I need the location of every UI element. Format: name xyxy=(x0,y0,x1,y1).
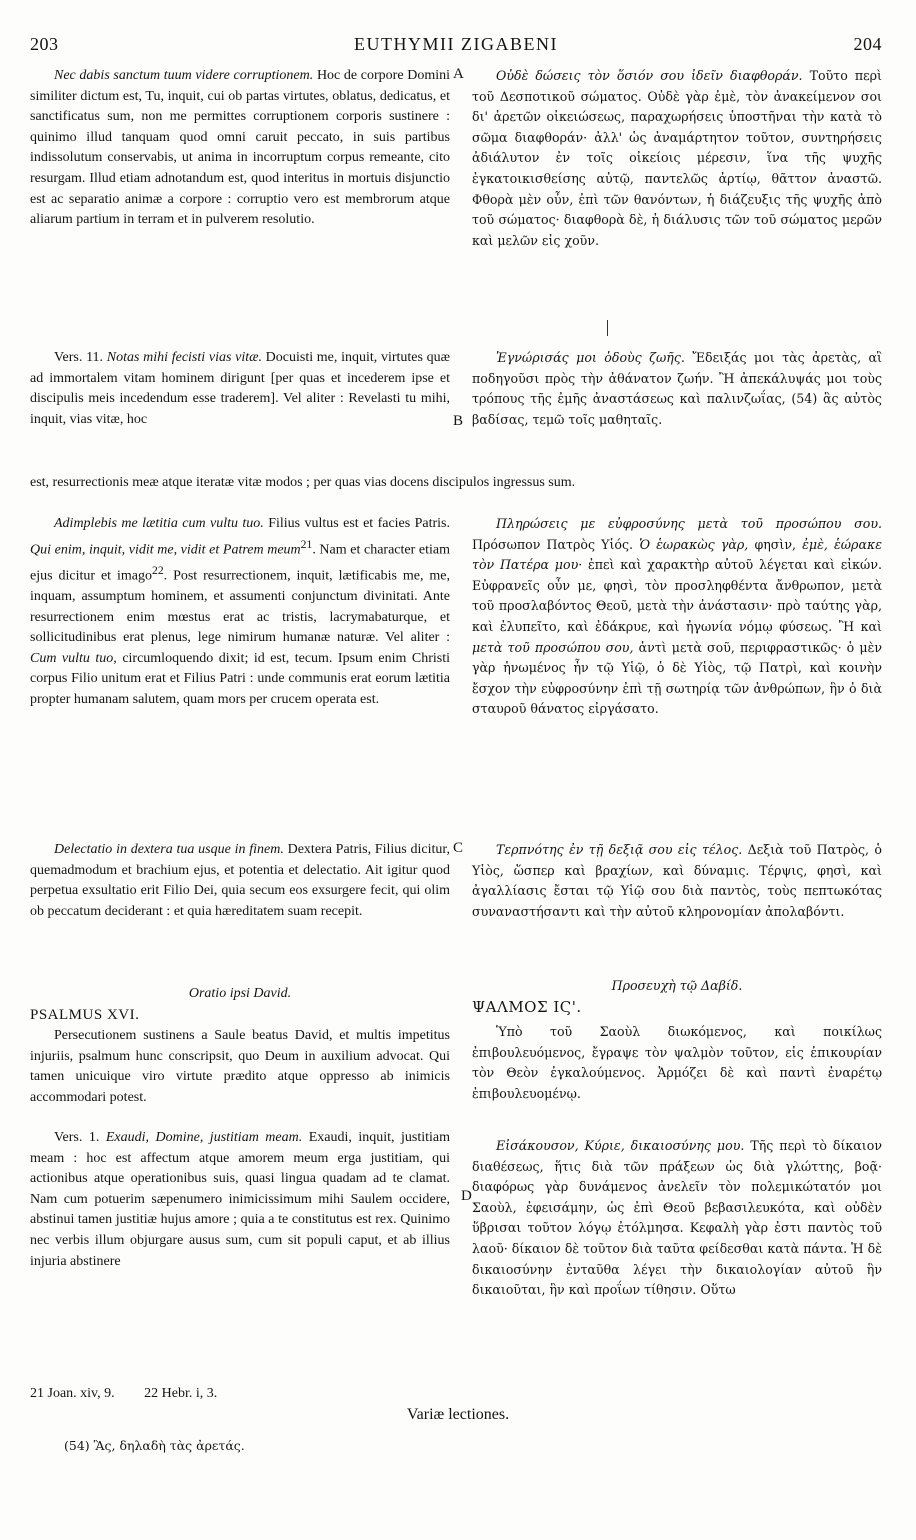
latin-psalm16-verse-1 xyxy=(30,1128,450,1272)
commentary: Πρόσωπον Πατρὸς Υἱός. xyxy=(472,536,634,552)
lemma: Adimplebis me lætitia cum vultu tuo. xyxy=(54,516,264,531)
commentary: Τῆς περὶ τὸ δίκαιον διαθέσεως, ἥτις διὰ τῶν πράξεων ὡς διὰ γλώττης, βοᾷ· διαφόρως γὰρ δυνάμενος ἀνελεῖν τὸν πολεμικώτατόν μοι Σαοὺλ, ἐφεισάμην, ὡς ἐπὶ Θεοῦ βεβασιλευκότα, καὶ οὐδὲν ὕβρισαι τοῦτον λόγῳ ἐτόλμησα. Κεφαλὴ γὰρ ἐστι παντὸς τοῦ λαοῦ· δίκαιον δὲ τοῦτον διὰ ταῦτα φείδεσθαι κατὰ πάντα. Ἡ δὲ δικαιοσύνην ἐνταῦθα λέγει τὴν δικαιολογίαν αὐτοῦ ἣν δικαιοῦται, ἣν καὶ προΐων τίθησιν. Οὕτω xyxy=(472,1138,882,1298)
commentary: Filius vultus est et facies Patris. xyxy=(268,516,451,531)
variant-note-54: (54) Ἃς, δηλαδὴ τὰς ἀρετάς. xyxy=(64,1438,245,1453)
psalm-title: ΨΑΛΜΟΣ ΙϚ'. xyxy=(472,997,582,1016)
running-title: EUTHYMII ZIGABENI xyxy=(354,34,558,54)
lemma: Notas mihi fecisti vias vitæ. xyxy=(106,350,262,365)
latin-verse-10 xyxy=(30,66,450,231)
full-width-line: est, resurrectionis meæ atque iteratæ vitæ modos ; per quas vias docens discipulos ingressus sum. xyxy=(30,475,576,490)
commentary: Dextera Patris, Filius dicitur, quemadmodum et brachium ejus, et potentia et delectatio. Ait igitur quod perpetua exsultatio erit Filio Dei, quia secum eos exsurgere fecit, qui olim ob peccatum deciderant : et quia hæreditatem suam recepit. xyxy=(30,842,450,919)
greek-lemma-plerosies xyxy=(472,514,882,720)
footnotes xyxy=(30,1386,450,1402)
margin-letter-b: B xyxy=(453,413,464,429)
latin-lemma-adimplebis xyxy=(30,514,450,711)
greek-verse-11 xyxy=(472,348,882,430)
argument-text: Persecutionem sustinens a Saule beatus David, et multis impetitus injuriis, psalmum hunc conscripsit, quo Deum in auxilium advocat. Qui tamen unicuique viro virtute prædito atque oppresso ab inimicis accommodari potest. xyxy=(30,1028,450,1105)
verse-number: Vers. 1. xyxy=(54,1130,100,1145)
lemma: Εἰσάκουσον, Κύριε, δικαιοσύνης μου. xyxy=(496,1138,745,1153)
argument-text: Ὑπὸ τοῦ Σαοὺλ διωκόμενος, καὶ ποικίλως ἐπιβουλευόμενος, ἔγραψε τὸν ψαλμὸν τοῦτον, εἰς ἐπικουρίαν τὸν Θεὸν ἐγκαλούμενος. Ἁρμόζει δὲ καὶ παντὶ ἐναρέτῳ ἐπιβουλευομένῳ. xyxy=(472,1024,882,1101)
lemma: μετὰ τοῦ προσώπου σου, xyxy=(472,639,634,655)
commentary: Ἔδειξάς μοι τὰς ἀρετὰς, αἳ ποδηγοῦσι πρὸς τὴν ἀθάνατον ζωήν. Ἢ ἀπεκάλυψάς μοι τοὺς τρόπους τῆς ἐμῆς ἀναστάσεως καὶ παλινζωΐας, (54) ἃς αὐτὸς βαδίσας, τεμῶ τοῖς μαθηταῖς. xyxy=(472,350,882,427)
margin-letter-d: D xyxy=(461,1188,472,1204)
lemma: Τερπνότης ἐν τῇ δεξιᾷ σου εἰς τέλος. xyxy=(496,842,743,857)
greek-verse-10 xyxy=(472,66,882,251)
commentary: . Post resurrectionem, inquit, lætificabis me, me, inquam, assumptum hominem, et assumenti conjunctum divinitati. Ante resurrectionem enim mœstus erat ac tristis, lacrymabaturque, et sollicitudinibus erat plenus, lege nimirum humanæ naturæ. Vel aliter : xyxy=(30,568,450,646)
commentary: ἀντὶ μετὰ σοῦ, περιφραστικῶς· ὁ μὲν γὰρ ἡνωμένος ἦν τῷ Υἱῷ, ὁ δὲ Υἱὸς, τῷ Πατρὶ, καὶ κοινὴν ἔσχον τὴν εὐφροσύνην ἐπὶ τῇ σωτηρίᾳ τῶν ἀνθρώπων, ἣν ὁ διὰ σταυροῦ θάνατος εἰργάσατο. xyxy=(472,639,882,717)
commentary: Δεξιὰ τοῦ Πατρὸς, ὁ Υἱὸς, ὥσπερ καὶ βραχίων, καὶ δύναμις. Τέρψις, φησὶ, καὶ ἀγαλλίασις ἔσται τῷ Υἱῷ σου διὰ παντὸς, τοὺς πεπτωκότας συναναστήσαντι καὶ τὴν αὐτοῦ κληρονομίαν ἀπολαβόντι. xyxy=(472,842,882,919)
greek-psalm16-verse-1 xyxy=(472,1136,882,1301)
lemma: Cum vultu tuo, xyxy=(30,650,117,666)
page-number-right: 204 xyxy=(853,34,882,54)
lemma: Ἐγνώρισάς μοι ὁδοὺς ζωῆς. xyxy=(496,350,685,365)
greek-psalm-heading xyxy=(472,976,882,1017)
footnote-ref: 21 xyxy=(300,537,313,551)
latin-argument xyxy=(30,1026,450,1108)
footnote-22: 22 Hebr. i, 3. xyxy=(144,1386,218,1401)
prayer-title: Προσευχὴ τῷ Δαβίδ. xyxy=(611,978,743,993)
commentary: ἐπεὶ καὶ χαρακτὴρ αὐτοῦ λέγεται καὶ εἰκών. Εὐφρανεῖς οὖν με, φησὶ, τὸν προσληφθέντα ἄνθρωπον, μετὰ τοῦ προσλαβόντος Θεοῦ, μετὰ τὴν ἀνάστασιν· πρὸ ταύτης γὰρ, καὶ ἐλυπεῖτο, καὶ ἐδάκρυε, καὶ ἠγωνία νόμῳ φύσεως. Ἢ καὶ xyxy=(472,557,882,634)
quotation: ἐμὲ, ἑώρακε τὸν Πατέρα μου· xyxy=(472,536,882,573)
commentary: . Nam et character etiam ejus dicitur et imago xyxy=(30,542,450,584)
psalm-title: PSALMUS XVI. xyxy=(30,1006,140,1023)
greek-lemma-terpnotes xyxy=(472,840,882,922)
commentary: Hoc de corpore Domini similiter dictum est, Tu, inquit, cui ob partas virtutes, oblatus, dedicatus, et sanctificatus sum, non me permittes corruptionem corporis sustinere : quinimo illud tanquam quod omni caruit peccato, in suis partibus indissolutum conservabis, ut anima in incorruptum corpus remeante, cito resurgam. Illud etiam adnotandum est, quod interitus in mortuis disjunctio est ac separatio animæ a corpore : corruptio vero est membrorum atque aliarum partium in terram et in pulverem resolutio. xyxy=(30,68,450,228)
commentary: Τοῦτο περὶ τοῦ Δεσποτικοῦ σώματος. Οὐδὲ γὰρ ἐμὲ, τὸν ἀνακείμενον σοι δι' ἀρετῶν οἰκειώσεως, παραχωρήσεις ὑποστῆναι τὴν κατὰ τὸ σῶμα διαφθοράν· ἀλλ' ὡς ἀναμάρτητον τοῦτον, συντηρήσεις ἀδιάλυτον ἐν τοῖς οἰκείοις μέρεσιν, ἵνα τῆς ψυχῆς ἐγκατοικισθείσης αὐτῷ, παντελῶς ἀρτίῳ, θᾶττον ἀναστῶ. Φθορὰ μὲν οὖν, ἐπὶ τῶν θανόντων, ἡ διάζευξις τῆς ψυχῆς ἀπὸ τοῦ σώματος· διαφθορὰ δὲ, ἡ διάλυσις τῶν τοῦ σώματος μερῶν καὶ μελῶν εἰς χοῦν. xyxy=(472,68,882,248)
commentary: Docuisti me, inquit, virtutes quæ ad immortalem vitam hominem dirigunt [per quas et incederem ipse et discipulis meis incedendum esse traderem]. Vel aliter : Revelasti tu mihi, inquit, vias vitæ, hoc xyxy=(30,350,450,427)
variae-lectiones-heading: Variæ lectiones. xyxy=(406,1406,510,1423)
lemma: Οὐδὲ δώσεις τὸν ὅσιόν σου ἰδεῖν διαφθοράν. xyxy=(496,68,803,83)
footnote-21: 21 Joan. xiv, 9. xyxy=(30,1386,115,1401)
lemma: Nec dabis sanctum tuum videre corruptionem. xyxy=(54,68,314,83)
margin-letter-a: A xyxy=(453,66,464,82)
lemma: Delectatio in dextera tua usque in finem. xyxy=(54,842,284,857)
page-number-left: 203 xyxy=(30,34,59,54)
quotation: Ὁ ἑωρακὼς γὰρ, xyxy=(639,536,749,552)
lemma: Πληρώσεις με εὐφροσύνης μετὰ τοῦ προσώπου σου. xyxy=(496,516,882,531)
latin-lemma-delectatio xyxy=(30,840,450,922)
verse-number: Vers. 11. xyxy=(54,350,104,365)
latin-verse-11 xyxy=(30,348,450,430)
margin-letter-c: C xyxy=(453,840,464,856)
commentary: φησὶν, xyxy=(754,536,796,552)
oratio-title: Oratio ipsi David. xyxy=(188,986,292,1001)
column-mark xyxy=(607,320,608,336)
commentary: circumloquendo dixit; id est, tecum. Ipsum enim Christi corpus Filio unitum erat et Filius Patri : unde communis erat eorum lætitia propter humanam salutem, quam mors per crucem operata est. xyxy=(30,650,451,708)
page-header xyxy=(30,34,882,58)
greek-argument xyxy=(472,1022,882,1104)
latin-psalm-heading xyxy=(30,984,450,1025)
footnote-ref: 22 xyxy=(151,563,164,577)
lemma: Exaudi, Domine, justitiam meam. xyxy=(105,1130,303,1145)
quotation: Qui enim, inquit, vidit me, vidit et Patrem meum xyxy=(30,542,301,558)
commentary: Exaudi, inquit, justitiam meam : hoc est affectum atque amorem meum erga justitiam, qui actionibus atque operationibus suis, quasi lingua quadam ad te clamat. Nam cum potuerim sæpenumero inimicissimum mihi Saulem occidere, abstinui tamen justitiæ hujus amore ; quia a te constitutus est rex. Quinimo nec verbis illum objurgare ausus sum, cum sit populi caput, et ab illius injuria abstinere xyxy=(30,1130,451,1269)
